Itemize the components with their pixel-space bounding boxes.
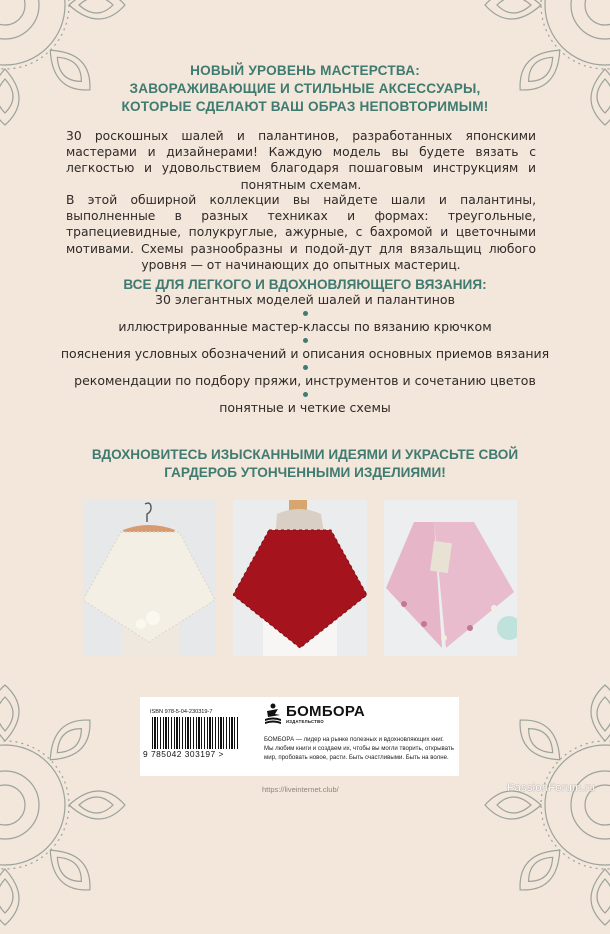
- closing-line-1: ВДОХНОВИТЕСЬ ИЗЫСКАННЫМИ ИДЕЯМИ И УКРАСЬТЕ СВОЙ: [91, 447, 519, 462]
- headline: [0, 62, 610, 116]
- mandala-ornament-bottom-right: [480, 680, 610, 930]
- photo-white-shawl: [83, 500, 216, 656]
- headline-line-3: КОТОРЫЕ СДЕЛАЮТ ВАШ ОБРАЗ НЕПОВТОРИМЫМ!: [121, 99, 489, 114]
- collection-paragraph: В этой обширной коллекции вы найдете шали и палантины, выполненные в разных техниках и формах: треугольные, трапециевидные, полукруглые, ажурные, с бахромой и цветочными мотивами. Схемы разнообразны и подой-дут для вязальщиц любого уровня — от начинающих до опытных мастериц.: [66, 193, 536, 272]
- feature-item: 30 элегантных моделей шалей и палантинов: [155, 292, 455, 307]
- photo-red-shawl: [233, 500, 367, 656]
- mandala-icon: [0, 680, 130, 930]
- publisher-logo: [264, 703, 365, 725]
- watermark-url: https://liveinternet.club/: [262, 785, 339, 794]
- bullet-dot-icon: [0, 362, 610, 373]
- feature-item: понятные и четкие схемы: [219, 400, 391, 415]
- features-list: [0, 292, 610, 416]
- feature-item: рекомендации по подбору пряжи, инструментов и сочетанию цветов: [74, 373, 536, 388]
- red-shawl-image: [233, 500, 367, 656]
- headline-line-2: ЗАВОРАЖИВАЮЩИЕ И СТИЛЬНЫЕ АКСЕССУАРЫ,: [129, 81, 481, 96]
- mandala-icon: [480, 680, 610, 930]
- feature-item: пояснения условных обозначений и описания основных приемов вязания: [60, 346, 550, 361]
- pink-shawl-image: [384, 500, 517, 656]
- features-title: ВСЕ ДЛЯ ЛЕГКОГО И ВДОХНОВЛЯЮЩЕГО ВЯЗАНИЯ:: [123, 277, 487, 292]
- feature-item: иллюстрированные мастер-классы по вязанию крючком: [118, 319, 492, 334]
- white-shawl-image: [83, 500, 216, 656]
- bullet-dot-icon: [0, 335, 610, 346]
- publisher-name: БОМБОРА: [286, 703, 366, 720]
- barcode-icon: [152, 717, 238, 749]
- barcode-number: 9 785042 303197 >: [143, 749, 224, 759]
- closing-line-2: ГАРДЕРОБ УТОНЧЕННЫМИ ИЗДЕЛИЯМИ!: [164, 465, 446, 480]
- bullet-dot-icon: [0, 389, 610, 400]
- intro-paragraph: 30 роскошных шалей и палантинов, разработанных японскими мастерами и дизайнерами! Каждую модель вы будете вязать с легкостью и удовольствием благодаря пошаговым инструкциям и понятным схемам.: [66, 129, 536, 192]
- publisher-description: БОМБОРА — лидер на рынке полезных и вдохновляющих книг. Мы любим книги и создаем их, чтобы вы могли творить, открывать мир, пробовать новое, расти. Быть счастливыми. Быть на волне.: [264, 736, 454, 761]
- headline-line-1: НОВЫЙ УРОВЕНЬ МАСТЕРСТВА:: [190, 63, 420, 78]
- photo-pink-shawl: [384, 500, 517, 656]
- closing-slogan: [0, 446, 610, 482]
- isbn-label: ISBN 978-5-04-230319-7: [150, 709, 213, 715]
- mandala-ornament-bottom-left: [0, 680, 130, 930]
- watermark-site: PassionForum.ru: [507, 782, 596, 794]
- bullet-dot-icon: [0, 308, 610, 319]
- publisher-info-box: [140, 697, 459, 776]
- publisher-subtitle: ИЗДАТЕЛЬСТВО: [286, 719, 324, 724]
- bombora-logo-icon: [264, 703, 282, 725]
